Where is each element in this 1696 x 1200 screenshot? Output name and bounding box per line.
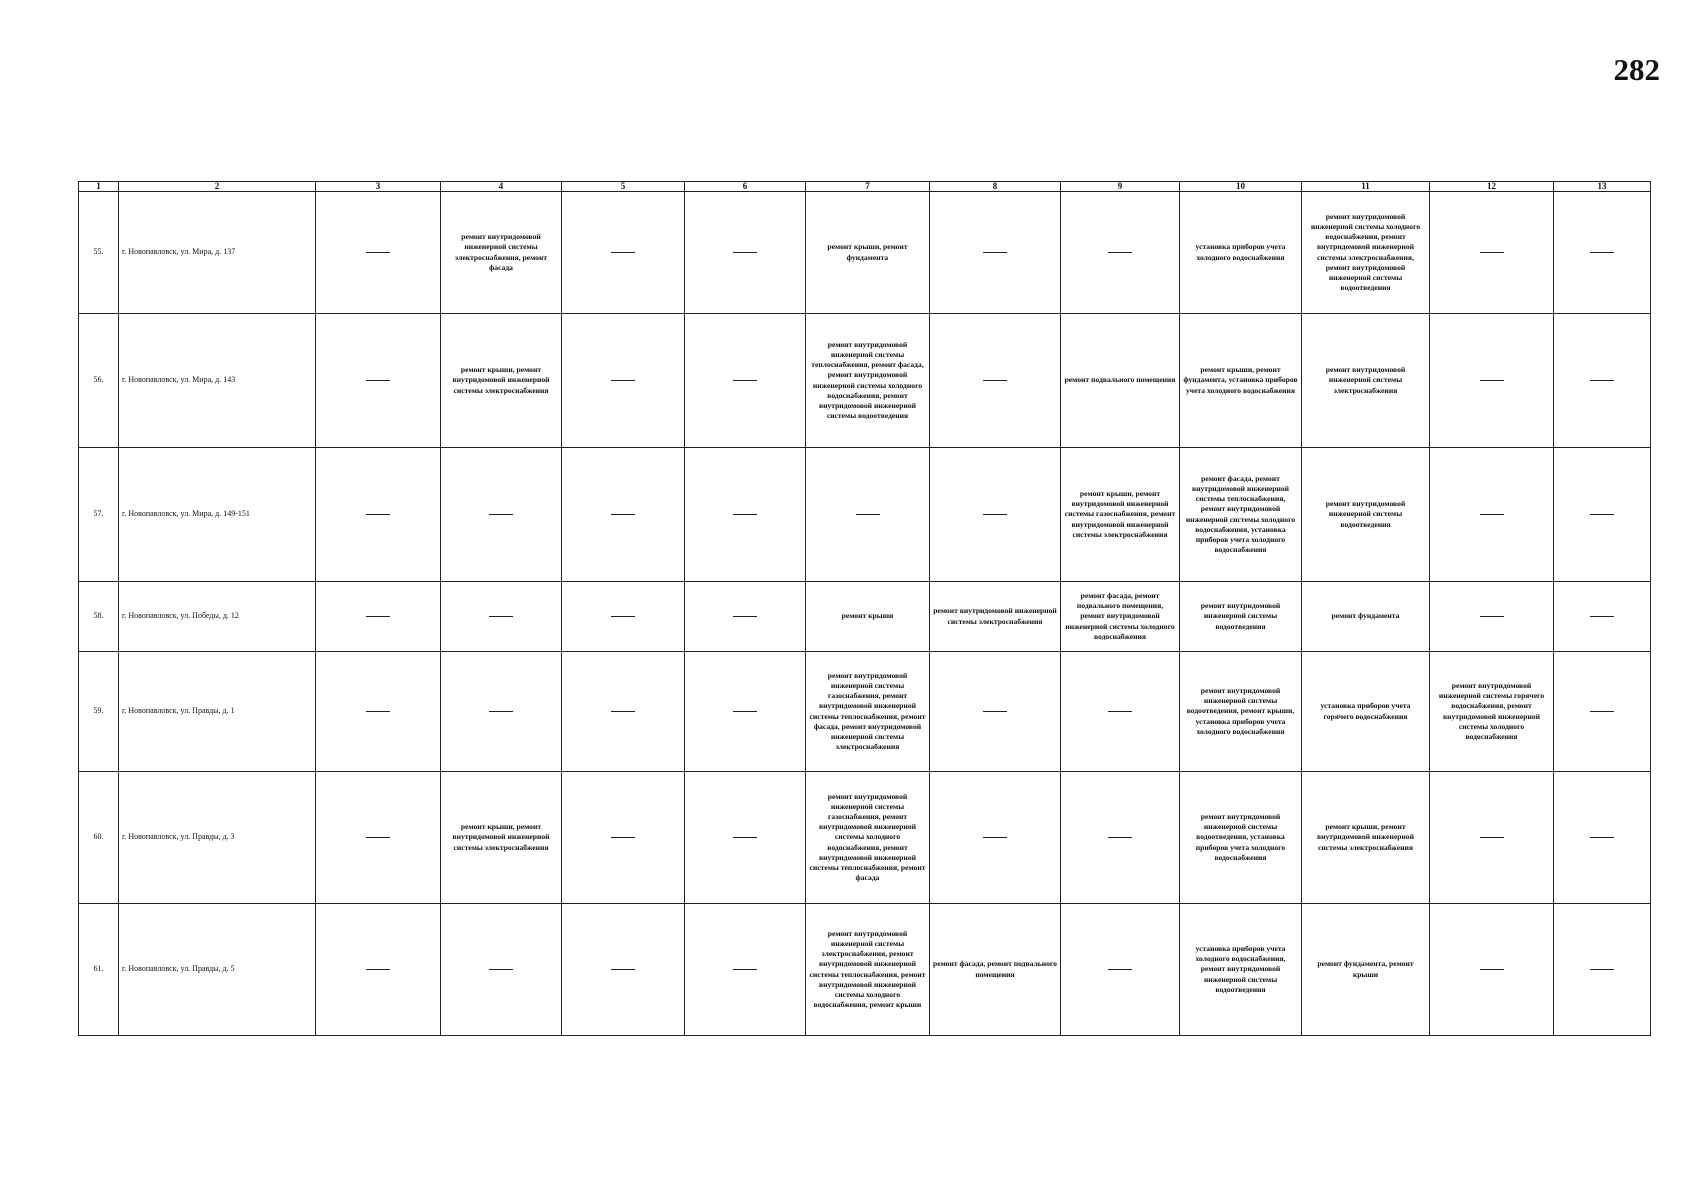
repair-schedule-table xyxy=(78,181,1651,1036)
empty-cell xyxy=(316,448,441,582)
column-number-header-row xyxy=(79,182,1651,192)
empty-cell xyxy=(930,772,1061,904)
empty-cell xyxy=(316,582,441,652)
empty-cell xyxy=(1061,904,1180,1036)
dash-mark xyxy=(1590,969,1614,970)
empty-cell xyxy=(562,904,685,1036)
dash-mark xyxy=(489,711,513,712)
work-description-cell: ремонт внутридомовой инженерной системы газоснабжения, ремонт внутридомовой инженерной системы холодного водоснабжения, ремонт внутридомовой инженерной системы теплоснабжения, ремонт фасада xyxy=(806,772,930,904)
dash-mark xyxy=(366,252,390,253)
work-description-cell: ремонт крыши, ремонт внутридомовой инженерной системы газоснабжения, ремонт внутридомовой инженерной системы электроснабжения xyxy=(1061,448,1180,582)
empty-cell xyxy=(1430,582,1554,652)
column-number: 1 xyxy=(79,182,119,192)
dash-mark xyxy=(489,514,513,515)
dash-mark xyxy=(611,837,635,838)
dash-mark xyxy=(1590,837,1614,838)
dash-mark xyxy=(733,252,757,253)
dash-mark xyxy=(366,711,390,712)
empty-cell xyxy=(562,448,685,582)
dash-mark xyxy=(983,252,1007,253)
dash-mark xyxy=(1108,711,1132,712)
column-number: 5 xyxy=(562,182,685,192)
dash-mark xyxy=(1590,616,1614,617)
dash-mark xyxy=(366,837,390,838)
dash-mark xyxy=(1590,514,1614,515)
work-description-cell: ремонт внутридомовой инженерной системы водоотведения xyxy=(1302,448,1430,582)
empty-cell xyxy=(316,772,441,904)
empty-cell xyxy=(1554,314,1651,448)
dash-mark xyxy=(611,380,635,381)
empty-cell xyxy=(1430,314,1554,448)
work-description-cell: ремонт внутридомовой инженерной системы водоотведения xyxy=(1180,582,1302,652)
empty-cell xyxy=(685,448,806,582)
work-description-cell: ремонт крыши, ремонт фундамента xyxy=(806,192,930,314)
work-description-cell: установка приборов учета холодного водоснабжения, ремонт внутридомовой инженерной системы водоотведения xyxy=(1180,904,1302,1036)
dash-mark xyxy=(1590,380,1614,381)
work-description-cell: ремонт подвального помещения xyxy=(1061,314,1180,448)
dash-mark xyxy=(366,380,390,381)
dash-mark xyxy=(366,514,390,515)
empty-cell xyxy=(806,448,930,582)
table-body xyxy=(79,192,1651,1036)
empty-cell xyxy=(1554,652,1651,772)
empty-cell xyxy=(1554,448,1651,582)
dash-mark xyxy=(983,837,1007,838)
work-description-cell: ремонт фундамента xyxy=(1302,582,1430,652)
empty-cell xyxy=(930,448,1061,582)
dash-mark xyxy=(611,252,635,253)
row-number: 59. xyxy=(79,652,119,772)
empty-cell xyxy=(1430,192,1554,314)
work-description-cell: ремонт внутридомовой инженерной системы водоотведения, ремонт крыши, установка приборов учета холодного водоснабжения xyxy=(1180,652,1302,772)
dash-mark xyxy=(983,380,1007,381)
address-cell: г. Новопавловск, ул. Мира, д. 149-151 xyxy=(119,448,316,582)
row-number: 55. xyxy=(79,192,119,314)
work-description-cell: ремонт внутридомовой инженерной системы горячего водоснабжения, ремонт внутридомовой инженерной системы холодного водоснабжения xyxy=(1430,652,1554,772)
work-description-cell: ремонт внутридомовой инженерной системы водоотведения, установка приборов учета холодного водоснабжения xyxy=(1180,772,1302,904)
column-number: 7 xyxy=(806,182,930,192)
work-description-cell: ремонт крыши, ремонт внутридомовой инженерной системы электроснабжения xyxy=(441,772,562,904)
work-description-cell: ремонт крыши, ремонт внутридомовой инженерной системы электроснабжения xyxy=(1302,772,1430,904)
dash-mark xyxy=(366,969,390,970)
dash-mark xyxy=(733,514,757,515)
address-cell: г. Новопавловск, ул. Правды, д. 3 xyxy=(119,772,316,904)
work-description-cell: ремонт внутридомовой инженерной системы холодного водоснабжения, ремонт внутридомовой инженерной системы электроснабжения, ремонт внутридомовой инженерной системы водоотведения xyxy=(1302,192,1430,314)
empty-cell xyxy=(562,772,685,904)
dash-mark xyxy=(1480,616,1504,617)
dash-mark xyxy=(733,616,757,617)
work-description-cell: ремонт внутридомовой инженерной системы газоснабжения, ремонт внутридомовой инженерной системы теплоснабжения, ремонт фасада, ремонт внутридомовой инженерной системы электроснабжения xyxy=(806,652,930,772)
empty-cell xyxy=(316,192,441,314)
work-description-cell: ремонт фасада, ремонт подвального помещения xyxy=(930,904,1061,1036)
column-number: 8 xyxy=(930,182,1061,192)
empty-cell xyxy=(685,192,806,314)
work-description-cell: установка приборов учета холодного водоснабжения xyxy=(1180,192,1302,314)
column-number: 3 xyxy=(316,182,441,192)
column-number: 9 xyxy=(1061,182,1180,192)
empty-cell xyxy=(930,192,1061,314)
empty-cell xyxy=(441,652,562,772)
empty-cell xyxy=(441,904,562,1036)
dash-mark xyxy=(1108,252,1132,253)
work-description-cell: ремонт внутридомовой инженерной системы электроснабжения xyxy=(930,582,1061,652)
empty-cell xyxy=(685,582,806,652)
row-number: 58. xyxy=(79,582,119,652)
empty-cell xyxy=(685,904,806,1036)
column-number: 11 xyxy=(1302,182,1430,192)
address-cell: г. Новопавловск, ул. Мира, д. 137 xyxy=(119,192,316,314)
empty-cell xyxy=(1430,448,1554,582)
empty-cell xyxy=(1430,772,1554,904)
dash-mark xyxy=(1590,711,1614,712)
dash-mark xyxy=(733,711,757,712)
empty-cell xyxy=(562,314,685,448)
address-cell: г. Новопавловск, ул. Победы, д. 12 xyxy=(119,582,316,652)
empty-cell xyxy=(1554,582,1651,652)
dash-mark xyxy=(1480,837,1504,838)
empty-cell xyxy=(562,582,685,652)
table-row xyxy=(79,904,1651,1036)
empty-cell xyxy=(562,652,685,772)
row-number: 56. xyxy=(79,314,119,448)
empty-cell xyxy=(1430,904,1554,1036)
work-description-cell: ремонт внутридомовой инженерной системы электроснабжения, ремонт внутридомовой инженерной системы теплоснабжения, ремонт внутридомовой инженерной системы холодного водоснабжения, ремонт крыши xyxy=(806,904,930,1036)
empty-cell xyxy=(930,652,1061,772)
empty-cell xyxy=(1061,772,1180,904)
empty-cell xyxy=(1554,904,1651,1036)
column-number: 10 xyxy=(1180,182,1302,192)
empty-cell xyxy=(1061,652,1180,772)
empty-cell xyxy=(685,314,806,448)
dash-mark xyxy=(489,969,513,970)
column-number: 12 xyxy=(1430,182,1554,192)
dash-mark xyxy=(611,514,635,515)
table-row xyxy=(79,582,1651,652)
dash-mark xyxy=(983,514,1007,515)
empty-cell xyxy=(685,652,806,772)
column-number: 2 xyxy=(119,182,316,192)
dash-mark xyxy=(611,616,635,617)
empty-cell xyxy=(316,652,441,772)
address-cell: г. Новопавловск, ул. Правды, д. 5 xyxy=(119,904,316,1036)
dash-mark xyxy=(489,616,513,617)
work-description-cell: ремонт внутридомовой инженерной системы электроснабжения xyxy=(1302,314,1430,448)
dash-mark xyxy=(1590,252,1614,253)
dash-mark xyxy=(366,616,390,617)
dash-mark xyxy=(1480,380,1504,381)
dash-mark xyxy=(611,711,635,712)
address-cell: г. Новопавловск, ул. Правды, д. 1 xyxy=(119,652,316,772)
work-description-cell: ремонт внутридомовой инженерной системы электроснабжения, ремонт фасада xyxy=(441,192,562,314)
column-number: 4 xyxy=(441,182,562,192)
page-number: 282 xyxy=(1613,52,1660,87)
dash-mark xyxy=(733,969,757,970)
empty-cell xyxy=(1554,772,1651,904)
dash-mark xyxy=(1480,969,1504,970)
work-description-cell: ремонт фасада, ремонт подвального помещения, ремонт внутридомовой инженерной системы холодного водоснабжения xyxy=(1061,582,1180,652)
empty-cell xyxy=(1554,192,1651,314)
column-number: 13 xyxy=(1554,182,1651,192)
empty-cell xyxy=(562,192,685,314)
dash-mark xyxy=(1480,514,1504,515)
column-number: 6 xyxy=(685,182,806,192)
table-row xyxy=(79,192,1651,314)
work-description-cell: ремонт фасада, ремонт внутридомовой инженерной системы теплоснабжения, ремонт внутридомовой инженерной системы холодного водоснабжения, установка приборов учета холодного водоснабжения xyxy=(1180,448,1302,582)
dash-mark xyxy=(1108,969,1132,970)
dash-mark xyxy=(733,837,757,838)
work-description-cell: ремонт фундамента, ремонт крыши xyxy=(1302,904,1430,1036)
table-row xyxy=(79,448,1651,582)
dash-mark xyxy=(733,380,757,381)
row-number: 60. xyxy=(79,772,119,904)
empty-cell xyxy=(316,314,441,448)
empty-cell xyxy=(441,448,562,582)
work-description-cell: ремонт крыши xyxy=(806,582,930,652)
address-cell: г. Новопавловск, ул. Мира, д. 143 xyxy=(119,314,316,448)
table-row xyxy=(79,314,1651,448)
empty-cell xyxy=(316,904,441,1036)
work-description-cell: ремонт внутридомовой инженерной системы теплоснабжения, ремонт фасада, ремонт внутридомовой инженерной системы холодного водоснабжения, ремонт внутридомовой инженерной системы водоотведения xyxy=(806,314,930,448)
empty-cell xyxy=(930,314,1061,448)
row-number: 57. xyxy=(79,448,119,582)
dash-mark xyxy=(856,514,880,515)
work-description-cell: ремонт крыши, ремонт внутридомовой инженерной системы электроснабжения xyxy=(441,314,562,448)
table-row xyxy=(79,772,1651,904)
row-number: 61. xyxy=(79,904,119,1036)
dash-mark xyxy=(611,969,635,970)
work-description-cell: ремонт крыши, ремонт фундамента, установка приборов учета холодного водоснабжения xyxy=(1180,314,1302,448)
empty-cell xyxy=(1061,192,1180,314)
empty-cell xyxy=(685,772,806,904)
dash-mark xyxy=(1480,252,1504,253)
work-description-cell: установка приборов учета горячего водоснабжения xyxy=(1302,652,1430,772)
table-row xyxy=(79,652,1651,772)
empty-cell xyxy=(441,582,562,652)
dash-mark xyxy=(983,711,1007,712)
dash-mark xyxy=(1108,837,1132,838)
